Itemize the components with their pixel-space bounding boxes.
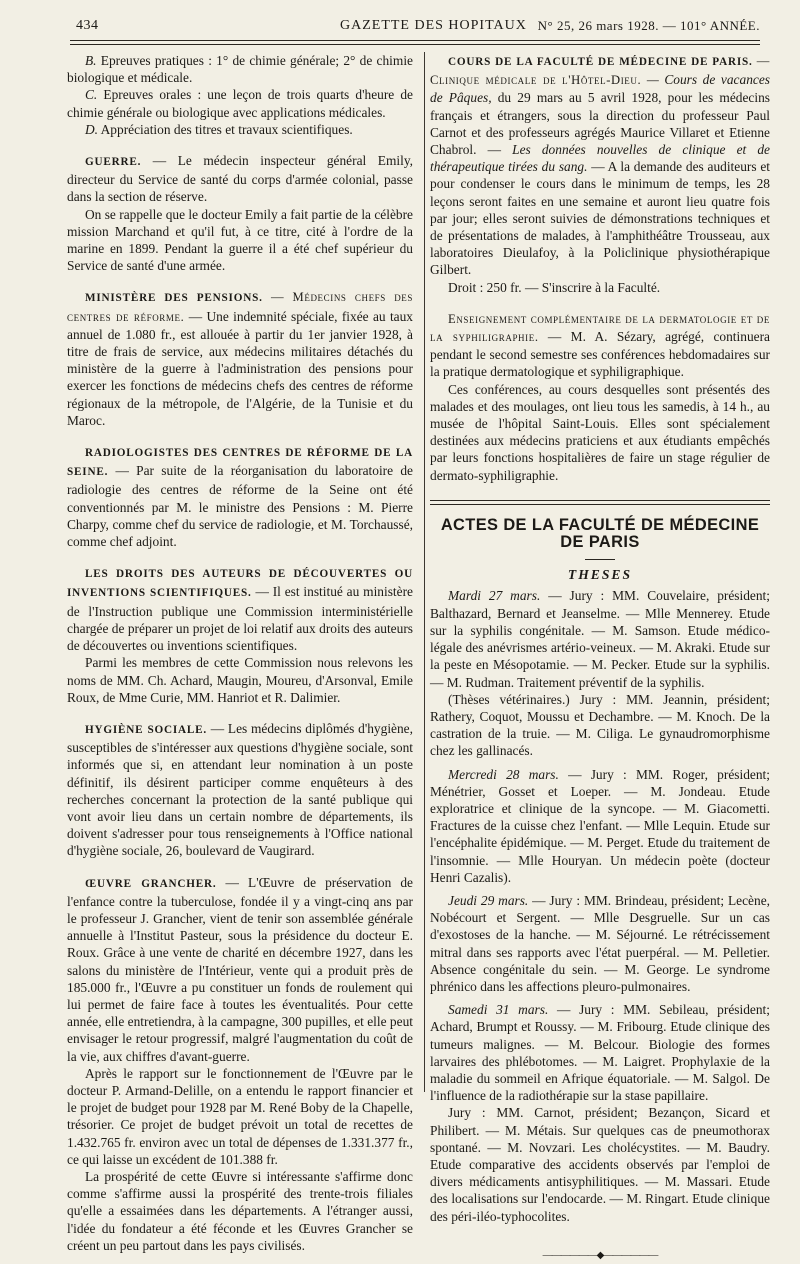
section-heading: HYGIÈNE SOCIALE. bbox=[85, 723, 207, 736]
column-divider bbox=[424, 52, 425, 1092]
end-ornament: ——————◆—————— bbox=[542, 1249, 658, 1261]
acts-title: ACTES DE LA FACULTÉ DE MÉDECINE DE PARIS bbox=[440, 515, 760, 552]
header-rule-double bbox=[70, 44, 760, 45]
page-header bbox=[68, 14, 760, 36]
pensions-paragraph: MINISTÈRE DES PENSIONS. — Médecins chefs des centres de réforme. — Une indemnité spéciale, fixée au taux annuel de 1.080 fr., est allouée à partir du 1er janvier 1928, à titre de frais de service, aux médecins militaires détachés du ministère de la guerre à l'administration des pensions pour exercer les fonctions de médecins chefs des centres de réforme régionaux de la métropole, de l'Algérie, de la Tunisie et du Maroc. bbox=[67, 290, 414, 428]
title-underline bbox=[585, 559, 615, 560]
enseignement-paragraph-2: Ces conférences, au cours desquelles sont présentés des malades et des moulages, ont lieu tous les samedis, à 14 h., au musée de l'hôpital Saint-Louis. Elles sont spécialement destinées aux médecins praticiens et aux étudiants empêchés par leurs fonctions hospitalières de faire un stage régulier de dermato-syphiligraphie. bbox=[430, 381, 770, 483]
theses-samedi: Samedi 31 mars. — Jury : MM. Sebileau, président; Achard, Brumpt et Roussy. — M. Fribourg. Etude clinique des tumeurs malignes. — M. Belcour. Biologie des formes larvaires des phlébotomes. — M. Laigret. Prophylaxie de la maladie du sommeil en Afrique équatoriale. — M. Salgol. De l'influence de la radiothérapie sur la stase papillaire. bbox=[430, 1002, 770, 1104]
section-heading: LES DROITS DES AUTEURS DE DÉCOUVERTES OU INVENTIONS SCIENTIFIQUES. bbox=[67, 568, 413, 600]
exam-b: B. Epreuves pratiques : 1° de chimie générale; 2° de chimie biologique et médicale. bbox=[67, 53, 413, 86]
exam-c: C. Epreuves orales : une leçon de trois quarts d'heure de chimie générale ou biologique avec applications médicales. bbox=[67, 87, 413, 120]
grancher-paragraph: ŒUVRE GRANCHER. — L'Œuvre de préservation de l'enfance contre la tuberculose, fondée il y a vingt-cinq ans par le professeur J. Grancher, vient de tenir son assemblée générale annuelle à l'Institut Pasteur, sous la présidence du docteur E. Roux. Grâce à une vente de charité en décembre 1927, dans les salons du ministère de l'Intérieur, vente qui a produit près de 185.000 fr., l'Œuvre a pu constituer un fonds de roulement qui lui permet de faire face à toutes les éventualités. Pour cette année, elle entretiendra, à la campagne, 300 pupilles, et elle peut envisager le retour progressif, malgré l'augmentation du coût de la vie, aux chiffres d'avant-guerre. bbox=[67, 874, 413, 1064]
section-heading: ŒUVRE GRANCHER. bbox=[85, 877, 217, 890]
theses-jeudi: Jeudi 29 mars. — Jury : MM. Brindeau, président; Lecène, Nobécourt et Sergent. — Mlle Desgruelle. Sur un cas d'exostoses de la hanche. — M. Séjourné. Le rétrécissement mitral dans ses rapports avec l'état puerpéral. — M. Pelletier. Absence congénitale du sein. — M. George. Le syndrome phrénico dans les affections pleuro-pulmonaires. bbox=[430, 892, 770, 994]
theses-mardi: Mardi 27 mars. — Jury : MM. Couvelaire, président; Balthazard, Bernard et Jeanselme. — Mlle Mennerey. Etude sur la syphilis congénitale. — M. Samson. Etude médico-légale des anévrismes artério-veineux. — M. Akraki. Etude sur la peste en Mésopotamie. — M. Pecker. Etude sur la syphilis. — M. Rudman. Traitement préventif de la syphilis. bbox=[430, 588, 770, 690]
radiologistes-paragraph: RADIOLOGISTES DES CENTRES DE RÉFORME DE LA SEINE. — Par suite de la réorganisation du laboratoire de radiologie des centres de réforme de la Seine ont été conventionnés par M. le ministre des Pensions : M. Pierre Charpy, comme chef du service de radiologie, et M. Torchaussé, comme chef adjoint. bbox=[67, 447, 413, 550]
section-rule bbox=[430, 500, 770, 501]
cours-paragraph: COURS DE LA FACULTÉ DE MÉDECINE DE PARIS. — Clinique médicale de l'Hôtel-Dieu. — Cours de vacances de Pâques, du 29 mars au 5 avril 1928, pour les médecins français et étrangers, sous la direction du professeur Paul Carnot et des professeurs agrégés Maurice Villaret et Etienne Chabrol. — Les données nouvelles de clinique et de thérapeutique tirées du sang. — A la demande des auditeurs et pour condenser le cours dans le minimum de temps, les 28 leçons seront faites en une semaine et auront lieu quatre fois par jour; elles seront suivies de démonstrations techniques et de présentations de malades, à l'amphithéâtre Trousseau, aux laboratoires Dieulafoy, à la Policlinique physiothérapique Gilbert. bbox=[430, 54, 771, 278]
hygiene-paragraph: HYGIÈNE SOCIALE. — Les médecins diplômés d'hygiène, susceptibles de s'intéresser aux questions d'hygiène sociale, sont informés que si, en attendant leur nomination à un poste définitif, ils désirent participer comme enquêteurs à des recherches concernant la protection de la santé publique qui vont avoir lieu dans un certain nombre de départements, ils doivent s'adresser pour tous renseignements à l'Office national d'hygiène sociale, 26, boulevard de Vaugirard. bbox=[67, 720, 413, 859]
section-heading: MINISTÈRE DES PENSIONS. bbox=[85, 292, 263, 305]
theses-title: THESES bbox=[567, 567, 633, 583]
issue-info: N° 25, 26 mars 1928. — 101° ANNÉE. bbox=[537, 18, 760, 33]
header-rule bbox=[70, 40, 760, 41]
right-column bbox=[430, 52, 770, 1264]
guerre-paragraph-2: On se rappelle que le docteur Emily a fait partie de la célèbre mission Marchand et qu'il fut, à ce titre, cité à l'ordre de la marine en 1899. Pendant la guerre il a été chef supérieur du Service de santé d'une armée. bbox=[67, 206, 413, 274]
section-rule-double bbox=[430, 504, 770, 505]
section-heading: GUERRE. bbox=[85, 156, 142, 169]
theses-mardi-vet: (Thèses vétérinaires.) Jury : MM. Jeannin, président; Rathery, Coquot, Moussu et Dechambre. — M. Knoch. De la castration de la truie. — M. Ciliga. Le gynaudromorphisme chez les gallinacés. bbox=[430, 691, 770, 759]
grancher-paragraph-3: La prospérité de cette Œuvre si intéressante s'affirme donc comme s'affirme aussi la prospérité des trente-trois filiales qu'elle a essaimées dans les départements. A l'étranger aussi, l'idée du fondateur a été féconde et les Œuvres Grancher se créent un peu partout dans les pays civilisés. bbox=[67, 1168, 413, 1253]
droits-paragraph: LES DROITS DES AUTEURS DE DÉCOUVERTES OU INVENTIONS SCIENTIFIQUES. — Il est institué au ministère de l'Instruction publique une Commission interministérielle chargée de préparer un projet de loi relatif aux droits des auteurs de découvertes ou inventions scientifiques. bbox=[67, 568, 413, 654]
section-heading: RADIOLOGISTES DES CENTRES DE RÉFORME DE LA SEINE. bbox=[67, 447, 413, 479]
theses-samedi-2: Jury : MM. Carnot, président; Bezançon, Sicard et Philibert. — M. Métais. Sur quelques cas de pneumothorax spontané. — M. Novzari. Les cholécystites. — M. Baudry. Etude comparative des accidents observés par l'emploi de divers médicaments antisyphilitiques. — M. Massari. Etude des localisations sur l'endocarde. — M. Ringart. Etude clinique des péri-iléo-typhocolites. bbox=[430, 1105, 770, 1224]
guerre-paragraph: GUERRE. — Le médecin inspecteur général Emily, directeur du Service de santé du corps d'armée colonial, passe dans la section de réserve. bbox=[67, 153, 413, 205]
theses-mercredi: Mercredi 28 mars. — Jury : MM. Roger, président; Ménétrier, Gosset et Loeper. — M. Jondeau. Etude exploratrice et clinique de la syncope. — M. Giacometti. Fractures de la cuisse chez l'enfant. — Mlle Lequin. Etude sur l'encéphalite épidémique. — M. Perget. Etude du traitement de l'insomnie. — Mlle Houryan. Un médecin poète (docteur Henri Cazalis). bbox=[430, 766, 770, 885]
droits-paragraph-2: Parmi les membres de cette Commission nous relevons les noms de MM. Ch. Achard, Maugin, Moureu, d'Arsonval, Emile Roux, de Mme Curie, MM. Hanriot et R. Dalimier. bbox=[67, 655, 413, 705]
left-column bbox=[67, 52, 413, 1254]
cours-droit: Droit : 250 fr. — S'inscrire à la Faculté. bbox=[448, 279, 661, 295]
journal-title: GAZETTE DES HOPITAUX bbox=[340, 18, 527, 33]
section-heading: COURS DE LA FACULTÉ DE MÉDECINE DE PARIS. bbox=[448, 56, 753, 68]
exam-d: D. Appréciation des titres et travaux scientifiques. bbox=[85, 121, 353, 137]
enseignement-paragraph: Enseignement complémentaire de la dermatologie et de la syphiligraphie. — M. A. Sézary, agrégé, continuera pendant le second semestre ses conférences hebdomadaires sur la pratique dermatologique et syphiligraphique. bbox=[430, 311, 770, 380]
page-number: 434 bbox=[76, 18, 99, 33]
grancher-paragraph-2: Après le rapport sur le fonctionnement de l'Œuvre par le docteur P. Armand-Delille, on a entendu le rapport financier et le projet de budget pour 1928 par M. René Boby de la Chapelle, trésorier. Ce projet de budget prévoit un total de recettes de 1.432.765 fr. environ avec un total de dépenses de 1.331.377 fr., ce qui laisse un excédent de 101.388 fr. bbox=[67, 1065, 413, 1167]
section-heading: Enseignement complémentaire de la dermatologie et de la syphiligraphie. bbox=[430, 311, 770, 345]
